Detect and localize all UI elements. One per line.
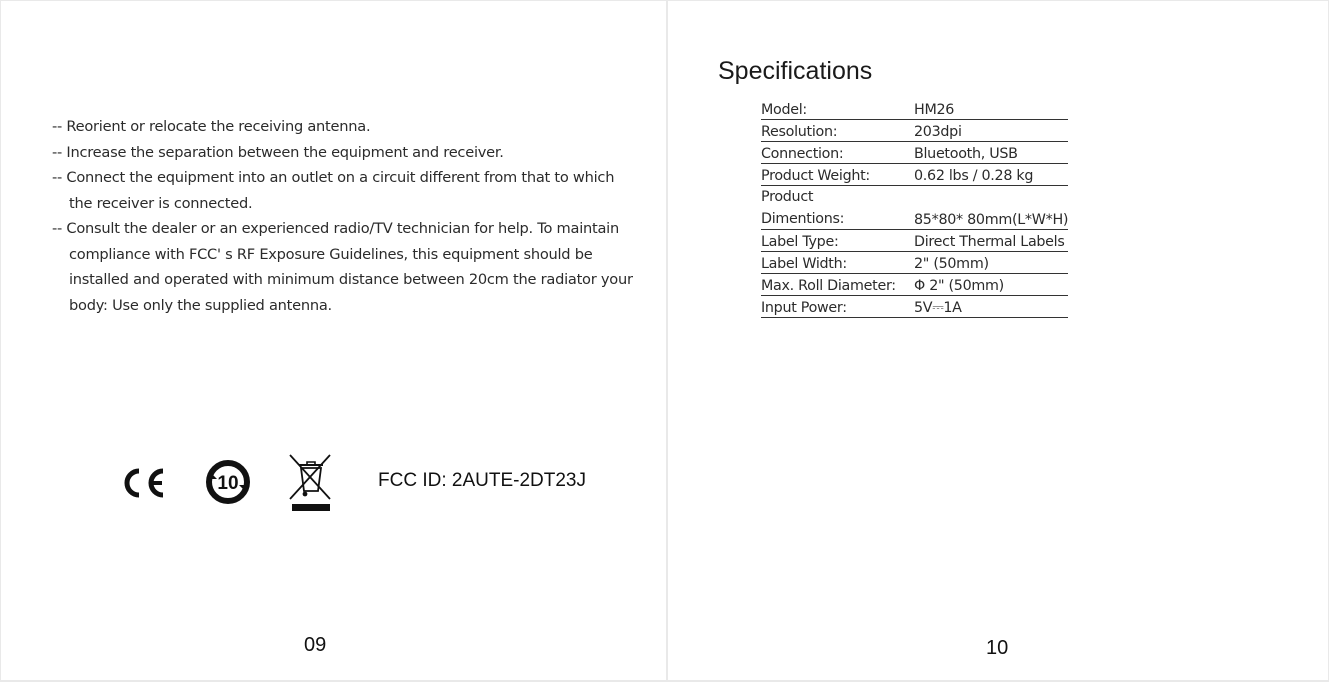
list-item-text: the receiver is connected.	[69, 194, 253, 212]
page-title: Specifications	[718, 57, 873, 85]
spec-value: Φ 2" (50mm)	[914, 278, 1004, 294]
spec-label: Product Weight:	[761, 168, 870, 184]
certification-marks	[119, 453, 639, 513]
spec-label-line: Product	[761, 189, 814, 205]
spec-value: 85*80* 80mm(L*W*H)	[914, 212, 1069, 228]
table-row	[761, 98, 1068, 120]
rohs-mark-label: 10	[217, 473, 239, 494]
list-item-text: -- Consult the dealer or an experienced radio/TV technician for help. To maintain	[52, 220, 619, 237]
list-item-text: -- Reorient or relocate the receiving antenna.	[52, 118, 371, 135]
spec-label: Model:	[761, 102, 807, 118]
spec-value: 5V⎓1A	[914, 300, 962, 316]
list-item-text: body: Use only the supplied antenna.	[69, 296, 332, 314]
ce-mark-label: CE	[119, 465, 121, 466]
spec-value: 0.62 lbs / 0.28 kg	[914, 168, 1034, 184]
divider	[761, 317, 914, 318]
list-item	[52, 114, 633, 140]
table-row	[761, 230, 1068, 252]
spec-value: 2" (50mm)	[914, 256, 989, 272]
crossed-out-wheelie-bin-icon	[289, 453, 333, 513]
spec-label: Max. Roll Diameter:	[761, 278, 896, 294]
list-item-text: -- Connect the equipment into an outlet on a circuit different from that to which	[52, 169, 615, 186]
table-row	[761, 296, 1068, 318]
spec-label	[761, 186, 914, 230]
list-item-text: -- Increase the separation between the equipment and receiver.	[52, 143, 504, 161]
table-row	[761, 186, 1068, 230]
spec-label-line: Dimentions:	[761, 211, 845, 227]
table-row	[761, 252, 1068, 274]
left-page	[1, 1, 666, 680]
list-item-text: compliance with FCC' s RF Exposure Guidelines, this equipment should be	[69, 245, 593, 263]
page-number: 09	[304, 634, 327, 656]
spec-label: Label Type:	[761, 234, 839, 250]
spec-label: Resolution:	[761, 124, 838, 140]
fcc-instructions-list	[52, 114, 633, 318]
spec-value: Direct Thermal Labels	[914, 234, 1065, 250]
specifications-table	[761, 98, 1068, 318]
list-item	[52, 216, 633, 318]
spec-label: Connection:	[761, 146, 844, 162]
list-item	[52, 140, 633, 166]
right-page	[668, 1, 1328, 680]
table-row	[761, 274, 1068, 296]
spec-value: 203dpi	[914, 124, 962, 140]
ce-mark-icon	[119, 465, 167, 501]
spec-label: Label Width:	[761, 256, 847, 272]
table-row	[761, 164, 1068, 186]
table-row	[761, 142, 1068, 164]
page-number: 10	[986, 637, 1009, 659]
spec-value: HM26	[914, 102, 955, 118]
spec-value: Bluetooth, USB	[914, 146, 1018, 162]
fcc-id-label: FCC ID: 2AUTE-2DT23J	[378, 470, 586, 491]
spec-label: Input Power:	[761, 300, 847, 316]
list-item	[52, 165, 633, 216]
divider	[914, 317, 1068, 318]
list-item-text: installed and operated with minimum distance between 20cm the radiator your	[69, 271, 633, 288]
rohs-10-icon	[205, 459, 251, 505]
table-row	[761, 120, 1068, 142]
